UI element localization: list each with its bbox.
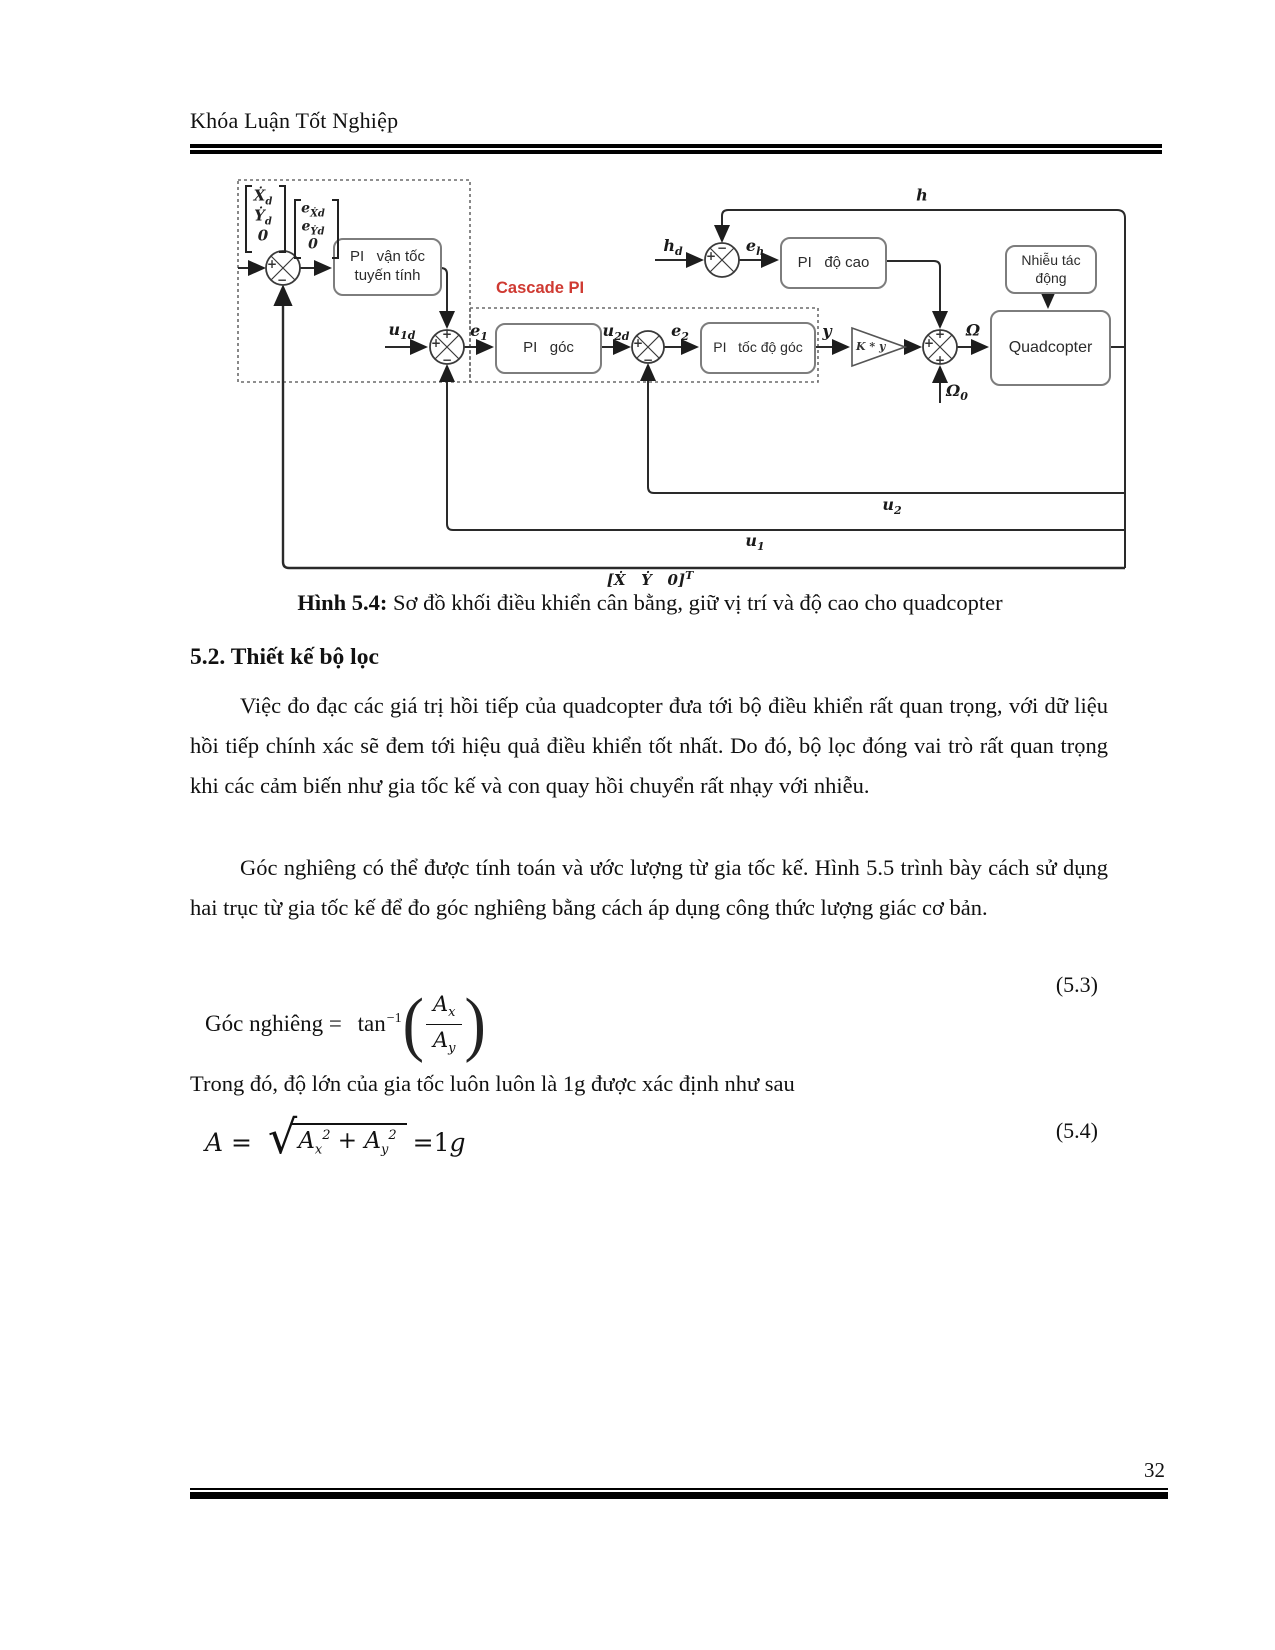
sign-plus: + (266, 257, 278, 271)
figure-5-4-block-diagram (195, 160, 1145, 610)
vector-row: Ẏ$_d$ (254, 206, 272, 228)
section-heading: 5.2. Thiết kế bộ lọc (190, 644, 379, 670)
vector-row: 0 (257, 226, 269, 245)
radical-sign: √ (267, 1110, 298, 1164)
fraction-ax-ay (426, 992, 463, 1055)
signal-h: h (916, 185, 928, 205)
equals-sign: = (223, 1128, 260, 1158)
signal-u2: $u_2$ (882, 494, 902, 518)
cascade-pi-label: Cascade PI (496, 279, 585, 297)
vector-bracket (245, 185, 252, 253)
paragraph-2: Góc nghiêng có thể được tính toán và ước lượng từ gia tốc kế. Hình 5.5 trình bày cách sử dụng hai trục từ gia tốc kế để đo góc nghiêng bằng cách áp dụng công thức lượng giác cơ bản. (190, 855, 1108, 920)
gain-label: K * y (856, 340, 886, 353)
figure-caption (190, 590, 1110, 616)
equation-lhs: Góc nghiêng = (205, 1011, 348, 1036)
equation-number: (5.3) (1055, 972, 1098, 997)
sign-plus: + (923, 336, 935, 350)
vector-row: Ẋ$_d$ (253, 186, 273, 208)
block-pi-angle: PI góc (495, 323, 602, 374)
sign-plus: + (705, 249, 717, 263)
signal-y: y (822, 321, 832, 341)
vector-bracket (332, 199, 339, 259)
block-pi-altitude: PI độ cao (780, 237, 887, 289)
signal-omega: Ω (965, 320, 981, 340)
equation-function: $\tan^{-1}$ (357, 1011, 402, 1036)
signal-omega0: $\Omega_0$ (946, 380, 968, 404)
equation-number: (5.4) (1055, 1118, 1098, 1143)
block-disturbance: Nhiễu tác động (1005, 245, 1097, 294)
sign-minus: − (642, 353, 654, 367)
vector-bracket (294, 199, 301, 259)
vector-bracket (279, 185, 286, 253)
equation-5-4 (205, 1110, 1110, 1182)
header-rule (190, 144, 1162, 154)
signal-u2d: $u_{2d}$ (602, 320, 630, 344)
radicand: $A_x^2 + A_y^2$ (292, 1123, 406, 1158)
signal-u1d: $u_{1d}$ (388, 319, 416, 343)
fraction-denominator: $A_y$ (432, 1027, 456, 1056)
close-paren: ) (464, 983, 486, 1064)
sign-plus: + (934, 327, 946, 341)
signal-e1: $e_1$ (470, 320, 488, 344)
sign-minus: − (716, 241, 728, 255)
signal-hd: $h_d$ (663, 235, 683, 259)
page-number: 32 (1144, 1458, 1165, 1482)
sign-minus: − (276, 273, 288, 287)
sign-plus: + (632, 336, 644, 350)
fraction-numerator: $A_x$ (426, 992, 463, 1024)
signal-state-vector: [Ẋ Ẏ 0]$^T$ (606, 569, 694, 589)
vector-row: $e_{Ẋd}$ (301, 200, 325, 220)
figure-caption-label: Hình 5.4: (297, 590, 388, 615)
signal-eh: $e_h$ (745, 235, 765, 259)
block-pi-linear-velocity: PI vận tốc tuyến tính (333, 238, 442, 296)
vector-row: $e_{Ẏd}$ (301, 218, 325, 238)
header-title: Khóa Luận Tốt Nghiệp (190, 108, 399, 133)
signal-e2: $e_2$ (671, 320, 689, 344)
figure-caption-text: Sơ đồ khối điều khiển cân bằng, giữ vị trí và độ cao cho quadcopter (387, 590, 1003, 615)
equation-5-3 (205, 972, 1110, 1076)
paragraph-3: Trong đó, độ lớn của gia tốc luôn luôn là 1g được xác định như sau (190, 1071, 795, 1096)
sign-plus: + (441, 327, 453, 341)
footer-rule (190, 1488, 1168, 1499)
equation-rhs: =1g (412, 1128, 466, 1158)
vector-row: 0 (308, 236, 318, 253)
sign-minus: − (441, 353, 453, 367)
open-paren: ( (402, 983, 424, 1064)
sign-plus: + (934, 353, 946, 367)
block-pi-angular-rate: PI tốc độ góc (700, 322, 816, 374)
sign-plus: + (430, 336, 442, 350)
paragraph-1: Việc đo đạc các giá trị hồi tiếp của quadcopter đưa tới bộ điều khiển rất quan trọng, với dữ liệu hồi tiếp chính xác sẽ đem tới hiệu quả điều khiển tốt nhất. Do đó, bộ lọc đóng vai trò rất quan trọng khi các cảm biến như gia tốc kế và con quay hồi chuyển rất nhạy với nhiễu. (190, 693, 1108, 798)
signal-u1: $u_1$ (745, 530, 765, 554)
block-quadcopter: Quadcopter (990, 310, 1111, 386)
equation-lhs: A (205, 1128, 224, 1158)
